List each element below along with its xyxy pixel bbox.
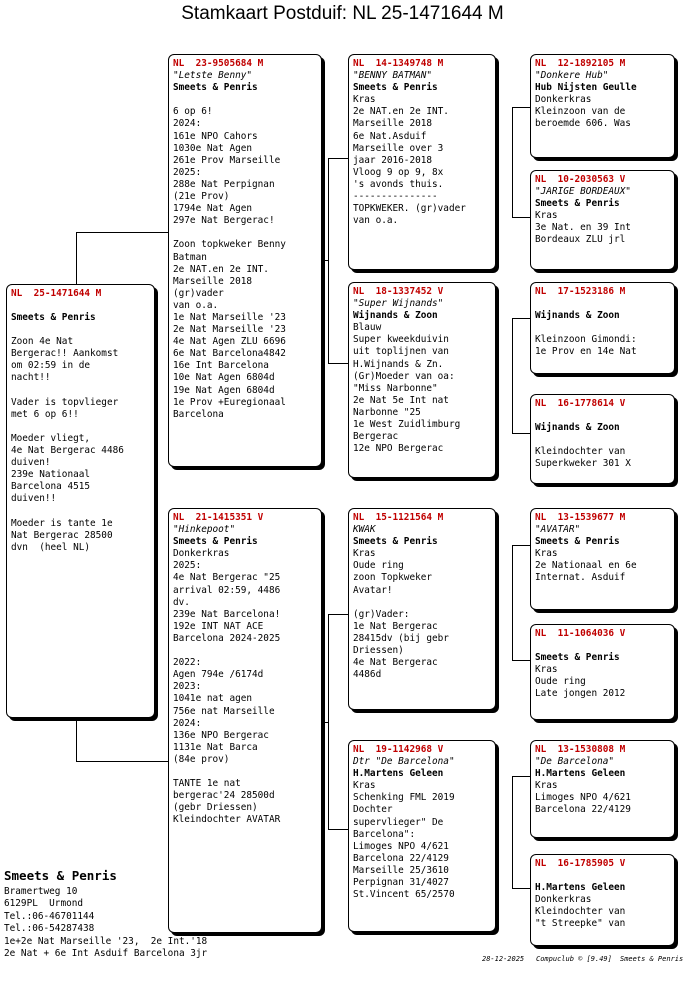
pigeon-notes: Donkerkras Kleindochter van "t Streepke" van: [535, 894, 626, 930]
connector-father-stem: [322, 260, 329, 261]
pigeon-name: "Letste Benny": [173, 70, 253, 82]
connector-ff-vertical: [512, 107, 513, 217]
owner-name: Smeets & Penris: [11, 312, 96, 324]
pigeon-notes: 6 op 6! 2024: 161e NPO Cahors 1030e Nat Agen 261e Prov Marseille 2025: 288e Nat Perpignan (21e Prov) 1794e Nat Agen 297e Nat Bergerac! Zoon topkweker Benny Batman 2e NAT.en 2e INT. Marseille 2018 (gr)vader van o.a. 1e Nat Marseille '23 2e Nat Marseille '23 4e Nat Agen ZLU 6696 6e Nat Barcelona4842 16e Int Barcelona 10e Nat Agen 6804d 19e Nat Agen 6804d 1e Prov +Euregionaal Barcelona: [173, 106, 286, 420]
connector-mm-mmm: [512, 888, 530, 889]
pigeon-notes: Kras Schenking FML 2019 Dochter supervlieger" De Barcelona": Limoges NPO 4/621 Barcelona 22/4129 Marseille 25/3610 Perpignan 31/4027 St.Vincent 65/2570: [353, 780, 455, 901]
connector-subject-father: [76, 232, 168, 233]
pigeon-notes: Kleindochter van Superkweker 301 X: [535, 446, 631, 470]
owner-name: Smeets & Penris: [353, 536, 438, 548]
connector-fm-vertical: [512, 318, 513, 433]
pigeon-name: Dtr "De Barcelona": [353, 756, 455, 768]
owner-city: 6129PL Urmond: [4, 898, 84, 910]
pigeon-card-mother[interactable]: [168, 508, 322, 933]
ring-number: NL 13-1530808 M: [535, 744, 626, 755]
pigeon-name: "Donkere Hub": [535, 70, 609, 82]
ring-number: NL 11-1064036 V: [535, 628, 626, 639]
connector-mother-mm: [328, 829, 348, 830]
pigeon-card-mfm[interactable]: [530, 624, 675, 720]
pigeon-notes: Kras 3e Nat. en 39 Int Bordeaux ZLU jrl: [535, 210, 631, 246]
owner-block-name: Smeets & Penris: [4, 868, 117, 883]
ring-number: NL 16-1785905 V: [535, 858, 626, 869]
pigeon-notes: Kras 2e Nationaal en 6e Internat. Asduif: [535, 548, 637, 584]
pigeon-notes: Kras Limoges NPO 4/621 Barcelona 22/4129: [535, 780, 631, 816]
pigeon-notes: Zoon 4e Nat Bergerac!! Aankomst om 02:59 in de nacht!! Vader is topvlieger met 6 op 6!! Moeder vliegt, 4e Nat Bergerac 4486 duiven! 239e Nationaal Barcelona 4515 duiven!! Moeder is tante 1e Nat Bergerac 28500 dvn (heel NL): [11, 336, 124, 553]
pigeon-card-fff[interactable]: [530, 54, 675, 158]
ring-number: NL 18-1337452 V: [353, 286, 444, 297]
owner-name: Smeets & Penris: [535, 652, 620, 664]
ring-number: NL 12-1892105 M: [535, 58, 626, 69]
connector-ff-ffm: [512, 217, 530, 218]
pigeon-card-fmf[interactable]: [530, 282, 675, 374]
owner-tel-1: Tel.:06-46701144: [4, 910, 95, 922]
ring-number: NL 17-1523186 M: [535, 286, 626, 297]
owner-name: Wijnands & Zoon: [353, 310, 438, 322]
pigeon-card-ffm[interactable]: [530, 170, 675, 270]
pigeon-card-mmf[interactable]: [530, 740, 675, 838]
footer-software: Compuclub © [9.49]: [536, 955, 612, 963]
ring-number: NL 21-1415351 V: [173, 512, 264, 523]
ring-number: NL 25-1471644 M: [11, 288, 102, 299]
footer-owner: Smeets & Penris: [620, 955, 684, 963]
owner-name: Hub Nijsten Geulle: [535, 82, 637, 94]
pigeon-card-ff[interactable]: [348, 54, 496, 270]
pigeon-name: "JARIGE BORDEAUX": [535, 186, 631, 198]
pigeon-notes: Blauw Super kweekduivin uit toplijnen van H.Wijnands & Zn. (Gr)Moeder van oa: "Miss Narbonne" 2e Nat 5e Int nat Narbonne "25 1e West Zuidlimburg Bergerac 12e NPO Bergerac: [353, 322, 461, 455]
owner-name: Smeets & Penris: [535, 198, 620, 210]
owner-tel-2: Tel.:06-54287438: [4, 923, 95, 935]
connector-mf-mff: [512, 545, 530, 546]
connector-subject-vertical-down: [76, 718, 77, 761]
ring-number: NL 13-1539677 M: [535, 512, 626, 523]
pigeon-card-father[interactable]: [168, 54, 322, 467]
connector-ff-fff: [512, 107, 530, 108]
connector-mother-mf: [328, 614, 348, 615]
connector-father-ff: [328, 158, 348, 159]
owner-name: Wijnands & Zoon: [535, 310, 620, 322]
page-title: Stamkaart Postduif: NL 25-1471644 M: [181, 3, 504, 24]
connector-mf-mfm: [512, 660, 530, 661]
pigeon-name: "De Barcelona": [535, 756, 615, 768]
connector-mm-mmf: [512, 776, 530, 777]
connector-fm-fmm: [512, 433, 530, 434]
owner-name: H.Martens Geleen: [535, 882, 626, 894]
owner-name: H.Martens Geleen: [353, 768, 444, 780]
pigeon-notes: Kras Oude ring Late jongen 2012: [535, 664, 626, 700]
pigeon-card-fm[interactable]: [348, 282, 496, 478]
pigeon-card-fmm[interactable]: [530, 394, 675, 484]
ring-number: NL 19-1142968 V: [353, 744, 444, 755]
pigeon-name: "Super Wijnands": [353, 298, 444, 310]
connector-fm-fmf: [512, 318, 530, 319]
connector-mm-vertical: [512, 776, 513, 888]
pigeon-notes: Kras 2e NAT.en 2e INT. Marseille 2018 6e Nat.Asduif Marseille over 3 jaar 2016-2018 Vloog 9 op 9, 8x 's avonds thuis. --------------- TOPKWEKER. (gr)vader van o.a.: [353, 94, 466, 227]
pigeon-name: "BENNY BATMAN": [353, 70, 433, 82]
owner-name: Smeets & Penris: [173, 82, 258, 94]
pigeon-card-mm[interactable]: [348, 740, 496, 932]
connector-subject-vertical: [76, 232, 77, 284]
owner-achievement-2: 2e Nat + 6e Int Asduif Barcelona 3jr: [4, 948, 208, 960]
owner-block-details: [4, 886, 207, 960]
connector-subject-mother: [76, 761, 168, 762]
pigeon-card-subject[interactable]: [6, 284, 155, 718]
pigeon-notes: Donkerkras 2025: 4e Nat Bergerac "25 arrival 02:59, 4486 dv. 239e Nat Barcelona! 192e INT NAT ACE Barcelona 2024-2025 2022: Agen 794e /6174d 2023: 1041e nat agen 756e nat Marseille 2024: 136e NPO Bergerac 1131e Nat Barca (84e prov) TANTE 1e nat bergerac'24 28500d (gebr Driessen) Kleindochter AVATAR: [173, 548, 281, 826]
owner-address: Bramertweg 10: [4, 886, 78, 897]
ring-number: NL 23-9505684 M: [173, 58, 264, 69]
owner-name: Wijnands & Zoon: [535, 422, 620, 434]
owner-name: Smeets & Penris: [535, 536, 620, 548]
footer-date: 28-12-2025: [482, 955, 525, 963]
connector-father-fm: [328, 363, 348, 364]
pigeon-name: "AVATAR": [535, 524, 581, 536]
pigeon-notes: Kras Oude ring zoon Topkweker Avatar! (gr)Vader: 1e Nat Bergerac 28415dv (bij gebr Driessen) 4e Nat Bergerac 4486d: [353, 548, 449, 681]
pigeon-card-mff[interactable]: [530, 508, 675, 610]
pigeon-notes: Donkerkras Kleinzoon van de beroemde 606. Was: [535, 94, 631, 130]
ring-number: NL 15-1121564 M: [353, 512, 444, 523]
owner-name: H.Martens Geleen: [535, 768, 626, 780]
pigeon-card-mf[interactable]: [348, 508, 496, 710]
pigeon-name: KWAK: [353, 524, 376, 536]
pigeon-name: "Hinkepoot": [173, 524, 236, 536]
ring-number: NL 16-1778614 V: [535, 398, 626, 409]
ring-number: NL 10-2030563 V: [535, 174, 626, 185]
connector-mother-stem: [322, 722, 329, 723]
owner-name: Smeets & Penris: [353, 82, 438, 94]
pigeon-notes: Kleinzoon Gimondi: 1e Prov en 14e Nat: [535, 334, 637, 358]
ring-number: NL 14-1349748 M: [353, 58, 444, 69]
pigeon-card-mmm[interactable]: [530, 854, 675, 946]
owner-name: Smeets & Penris: [173, 536, 258, 548]
owner-achievement-1: 1e+2e Nat Marseille '23, 2e Int.'18: [4, 935, 208, 947]
connector-mf-vertical: [512, 545, 513, 660]
